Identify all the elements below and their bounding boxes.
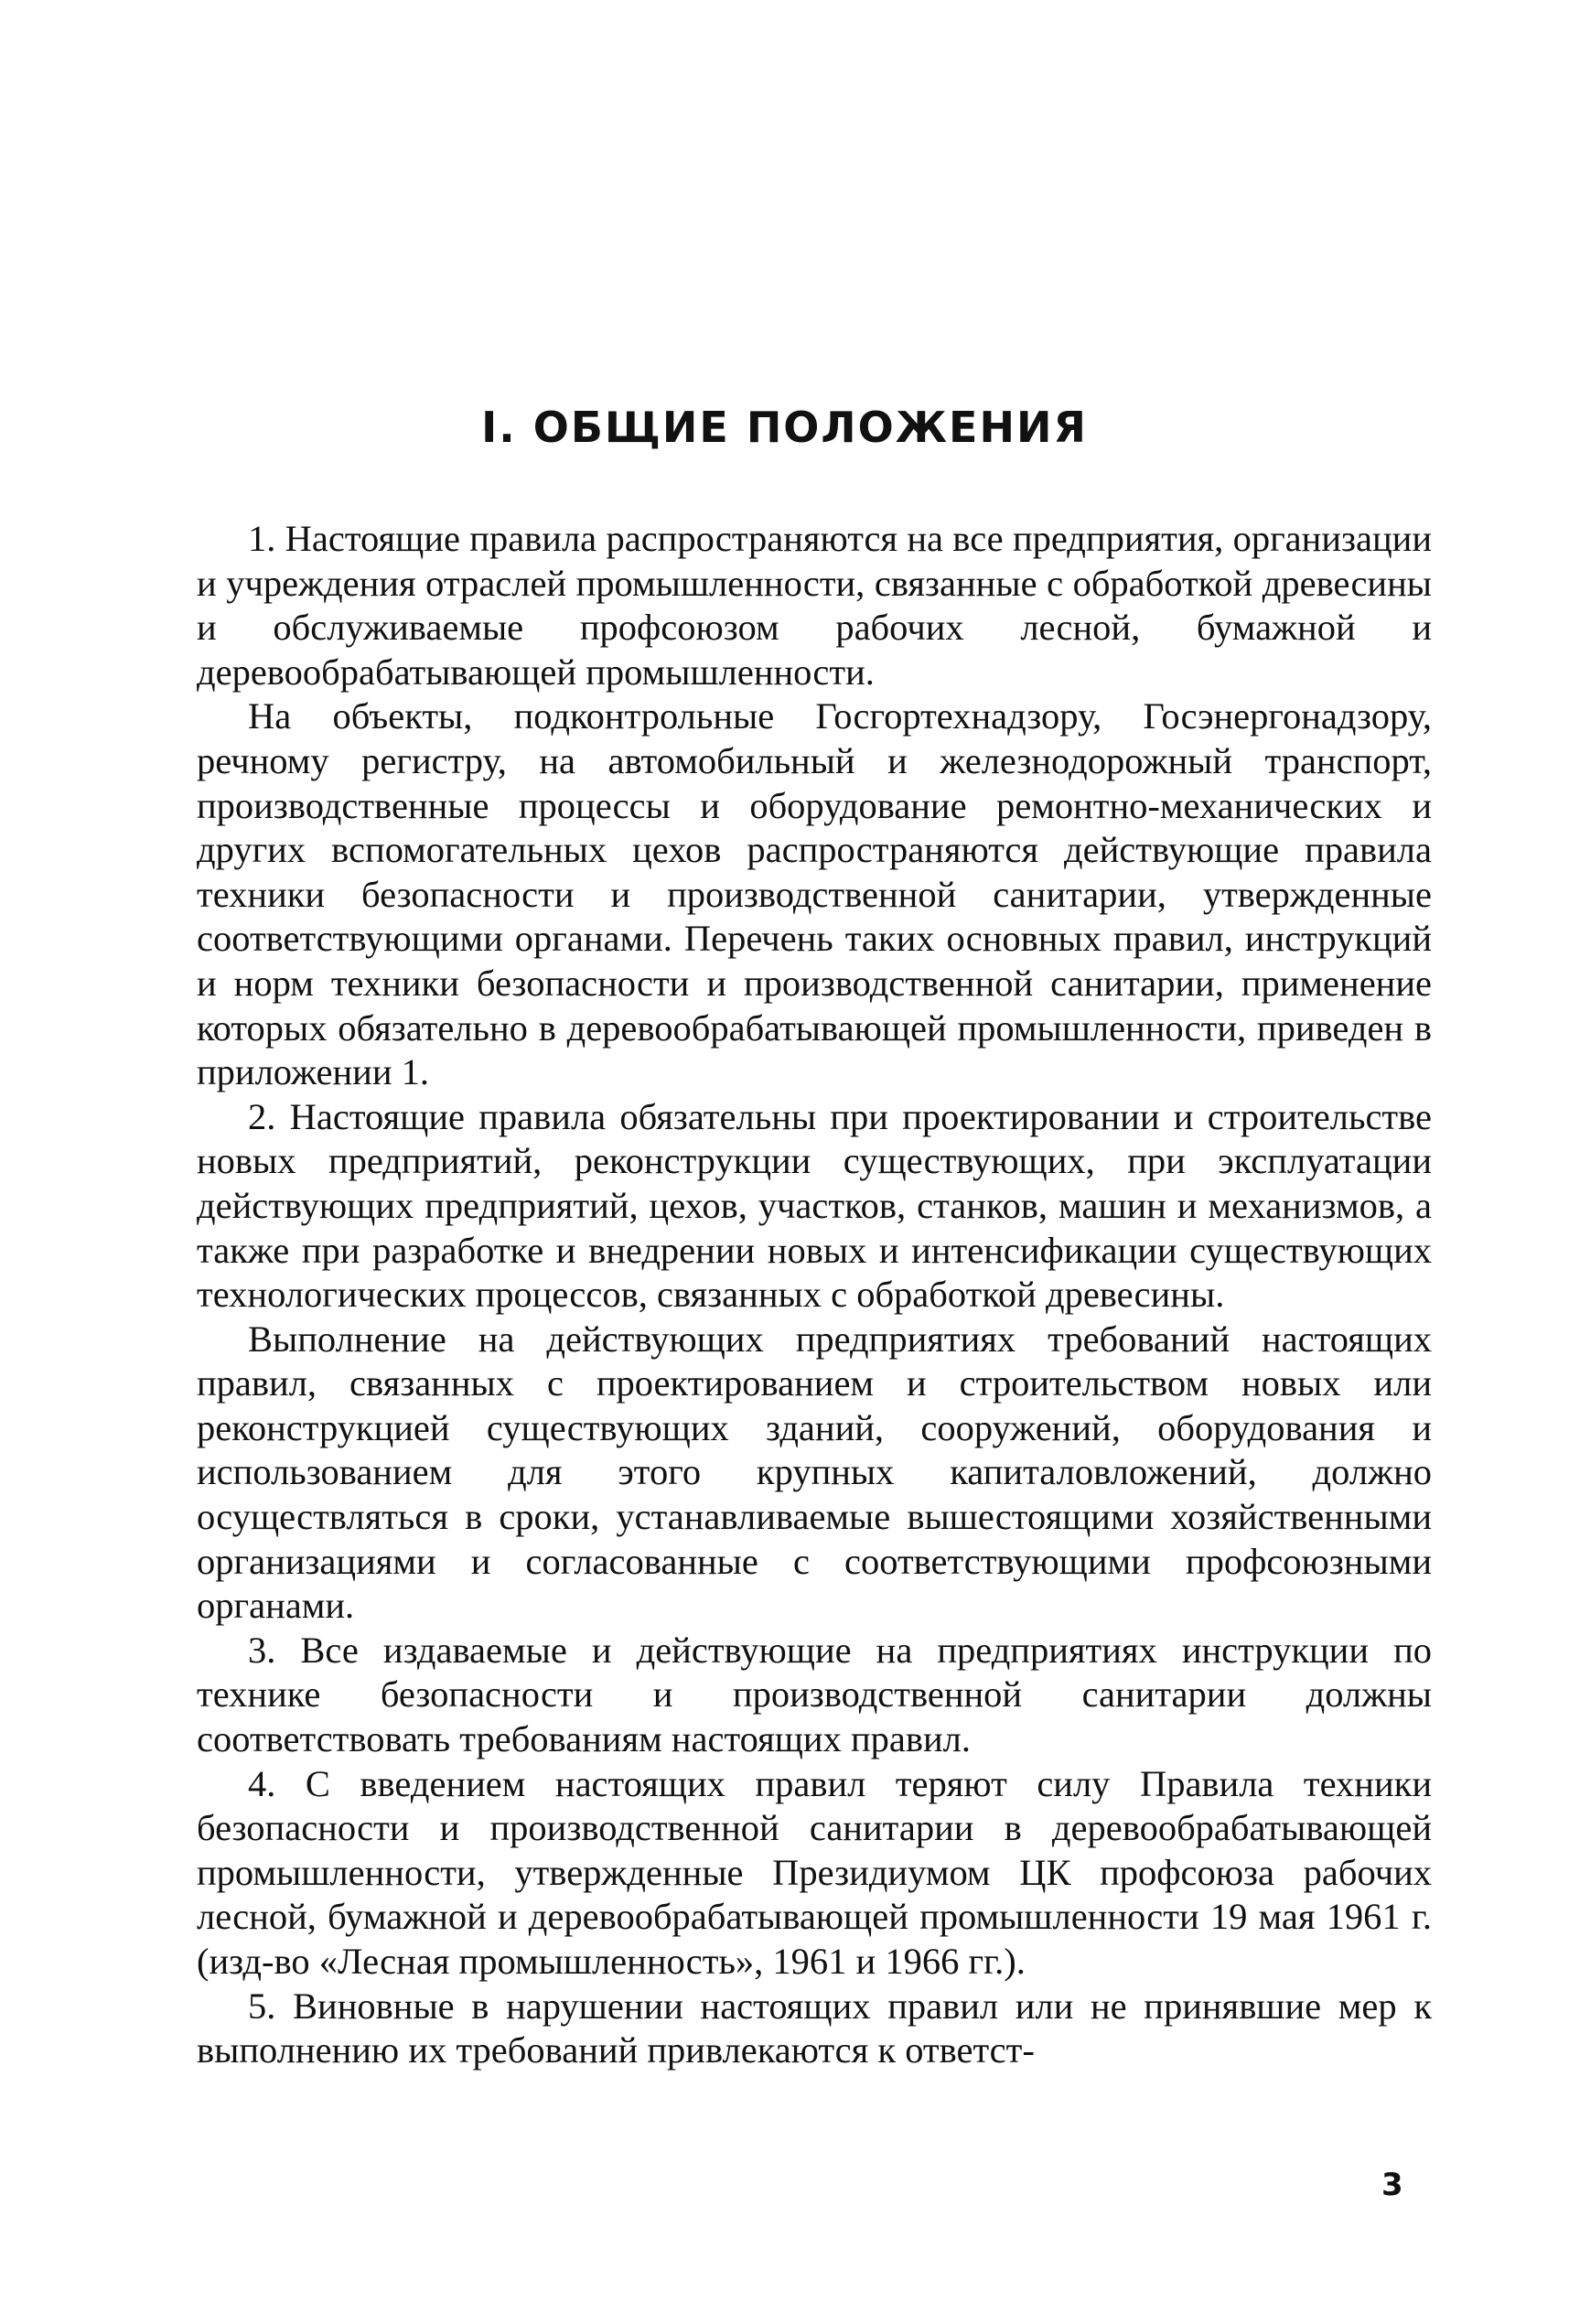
paragraph-1: 1. Настоящие правила распространяются на все предприятия, организации и учреждения отраслей промышленности, связанные с обработкой древесины и обслуживаемые профсоюзом рабочих лесной, бумажной и деревообрабатывающей промышленности. — [197, 518, 1432, 693]
paragraph-4: Выполнение на действующих предприятиях требований настоящих правил, связанных с проектированием и строительством новых или реконструкцией существующих зданий, сооружений, оборудования и использованием для этого крупных капиталовложений, должно осуществляться в сроки, устанавливаемые вышестоящими хозяйственными организациями и согласованные с соответствующими профсоюзными органами. — [197, 1318, 1432, 1627]
paragraph-6: 4. С введением настоящих правил теряют силу Правила техники безопасности и производственной санитарии в деревообрабатывающей промышленности, утвержденные Президиумом ЦК профсоюза рабочих лесной, бумажной и деревообрабатывающей промышленности 19 мая 1961 г. (изд-во «Лесная промышленность», 1961 и 1966 гг.). — [197, 1762, 1432, 1982]
body-text — [197, 517, 1432, 2073]
paragraph-7: 5. Виновные в нарушении настоящих правил или не принявшие мер к выполнению их требований привлекаются к ответст- — [197, 1985, 1432, 2071]
paragraph-3: 2. Настоящие правила обязательны при проектировании и строительстве новых предприятий, реконструкции существующих, при эксплуатации действующих предприятий, цехов, участков, станков, машин и механизмов, а также при разработке и внедрении новых и интенсификации существующих технологических процессов, связанных с обработкой древесины. — [197, 1095, 1432, 1316]
paragraph-2: На объекты, подконтрольные Госгортехнадзору, Госэнергонадзору, речному регистру, на автомобильный и железнодорожный транспорт, производственные процессы и оборудование ремонтно-механических и других вспомогательных цехов распространяются действующие правила техники безопасности и производственной санитарии, утвержденные соответствующими органами. Перечень таких основных правил, инструкций и норм техники безопасности и производственной санитарии, применение которых обязательно в деревообрабатывающей промышленности, приведен в приложении 1. — [197, 695, 1432, 1093]
paragraph-5: 3. Все издаваемые и действующие на предприятиях инструкции по технике безопасности и производственной санитарии должны соответствовать требованиям настоящих правил. — [197, 1629, 1432, 1760]
page-number: 3 — [1381, 2167, 1403, 2203]
section-title: I. ОБЩИЕ ПОЛОЖЕНИЯ — [481, 403, 1088, 452]
